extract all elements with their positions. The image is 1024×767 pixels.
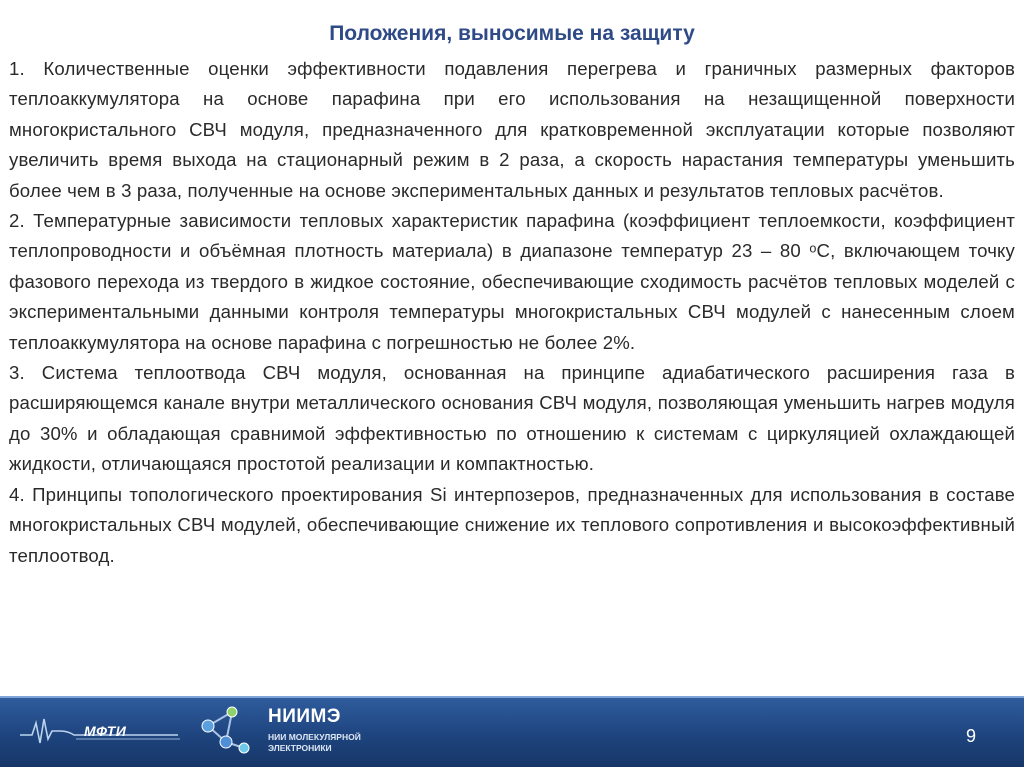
thesis-2: 2. Температурные зависимости тепловых характеристик парафина (коэффициент теплоемкости, коэффициент теплопроводности и объёмная плотность материала) в диапазоне температур 23 – 80 ᵒС, включающем точку фазового перехода из твердого в жидкое состояние, обеспечивающие сходимость расчётов тепловых моделей с экспериментальными данными контроля температуры многокристальных СВЧ модулей с нанесенным слоем теплоаккумулятора на основе парафина с погрешностью не более 2%. bbox=[9, 210, 1015, 353]
footer-bar bbox=[0, 696, 1024, 767]
thesis-3: 3. Система теплоотвода СВЧ модуля, основанная на принципе адиабатического расширения газа в расширяющемся канале внутри металлического основания СВЧ модуля, позволяющая уменьшить нагрев модуля до 30% и обладающая сравнимой эффективностью по отношению к системам с циркуляцией охлаждающей жидкости, отличающаяся простотой реализации и компактностью. bbox=[9, 362, 1015, 475]
thesis-1: 1. Количественные оценки эффективности подавления перегрева и граничных размерных факторов теплоаккумулятора на основе парафина при его использования на незащищенной поверхности многокристального СВЧ модуля, предназначенного для кратковременной эксплуатации которые позволяют увеличить время выхода на стационарный режим в 2 раза, а скорость нарастания температуры уменьшить более чем в 3 раза, полученные на основе экспериментальных данных и результатов тепловых расчётов. bbox=[9, 58, 1015, 201]
mipt-logo-text: МФТИ bbox=[84, 723, 127, 739]
slide-title: Положения, выносимые на защиту bbox=[329, 22, 695, 45]
slide-body bbox=[9, 54, 1015, 571]
niime-logo-title: НИИМЭ bbox=[268, 706, 341, 727]
page-number: 9 bbox=[965, 726, 976, 746]
thesis-4: 4. Принципы топологического проектирования Si интерпозеров, предназначенных для использования в составе многокристальных СВЧ модулей, обеспечивающие снижение их теплового сопротивления и высокоэффективный теплоотвод. bbox=[9, 483, 1015, 566]
niime-logo-subtitle: НИИ МОЛЕКУЛЯРНОЙ ЭЛЕКТРОНИКИ bbox=[268, 732, 361, 753]
niime-molecule-icon bbox=[196, 702, 256, 762]
mipt-logo bbox=[18, 713, 188, 749]
